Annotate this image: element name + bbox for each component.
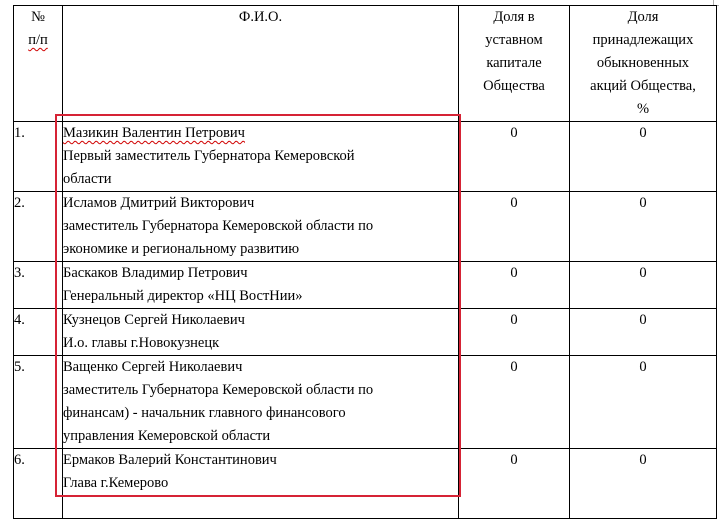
share-value: 0 [459,122,570,192]
member-position-line: управления Кемеровской области [63,428,271,444]
stock-value: 0 [570,262,717,309]
share-value: 0 [459,262,570,309]
share-value: 0 [459,309,570,356]
header-number-line: п/п [28,32,48,48]
stock-value: 0 [570,356,717,449]
member-position-line: Первый заместитель Губернатора Кемеровской [63,148,355,164]
member-position-line: финансам) - начальник главного финансового [63,405,346,421]
table-row [14,356,717,449]
table-header-row [14,6,717,122]
table-row [14,262,717,309]
member-cell [63,122,459,192]
member-name: Кузнецов Сергей Николаевич [63,312,245,328]
table-row [14,122,717,192]
member-cell [63,449,459,519]
row-number: 3. [14,262,63,309]
header-fio: Ф.И.О. [63,6,459,122]
member-position-line: области [63,171,112,187]
table-row [14,192,717,262]
member-position-line: заместитель Губернатора Кемеровской области по [63,218,374,234]
stock-value: 0 [570,309,717,356]
member-cell [63,309,459,356]
member-name [63,122,458,145]
header-stock-line: Доля [627,9,659,25]
member-cell [63,356,459,449]
member-name-text: Мазикин Валентин Петрович [63,125,245,141]
table-row [14,449,717,519]
member-position-line: Генеральный директор «НЦ ВостНии» [63,288,303,304]
header-stock-line: обыкновенных [596,55,690,71]
header-stock-line: принадлежащих [592,32,694,48]
row-number: 2. [14,192,63,262]
members-table [13,5,717,519]
member-position-line: заместитель Губернатора Кемеровской области по [63,382,374,398]
share-value: 0 [459,449,570,519]
header-share-line: Общества [483,78,545,94]
member-name: Исламов Дмитрий Викторович [63,195,255,211]
stock-value: 0 [570,122,717,192]
table-row [14,309,717,356]
member-position-line: И.о. главы г.Новокузнецк [63,335,220,351]
header-share-line: капитале [486,55,542,71]
stock-value: 0 [570,449,717,519]
row-number: 6. [14,449,63,519]
row-number: 5. [14,356,63,449]
member-position-line: Глава г.Кемерово [63,475,169,491]
header-share-line: Доля в [493,9,535,25]
member-cell [63,262,459,309]
header-stock [570,6,717,122]
member-name: Ермаков Валерий Константинович [63,452,277,468]
header-number-line: № [31,9,45,25]
share-value: 0 [459,356,570,449]
member-name: Ващенко Сергей Николаевич [63,359,243,375]
row-number: 4. [14,309,63,356]
stock-value: 0 [570,192,717,262]
member-position-line: экономике и региональному развитию [63,241,300,257]
row-number: 1. [14,122,63,192]
share-value: 0 [459,192,570,262]
header-share-line: уставном [485,32,543,48]
header-stock-line: акций Общества, [590,78,696,94]
header-stock-line: % [636,101,650,117]
header-number [14,6,63,122]
member-name: Баскаков Владимир Петрович [63,265,248,281]
member-cell [63,192,459,262]
header-share [459,6,570,122]
